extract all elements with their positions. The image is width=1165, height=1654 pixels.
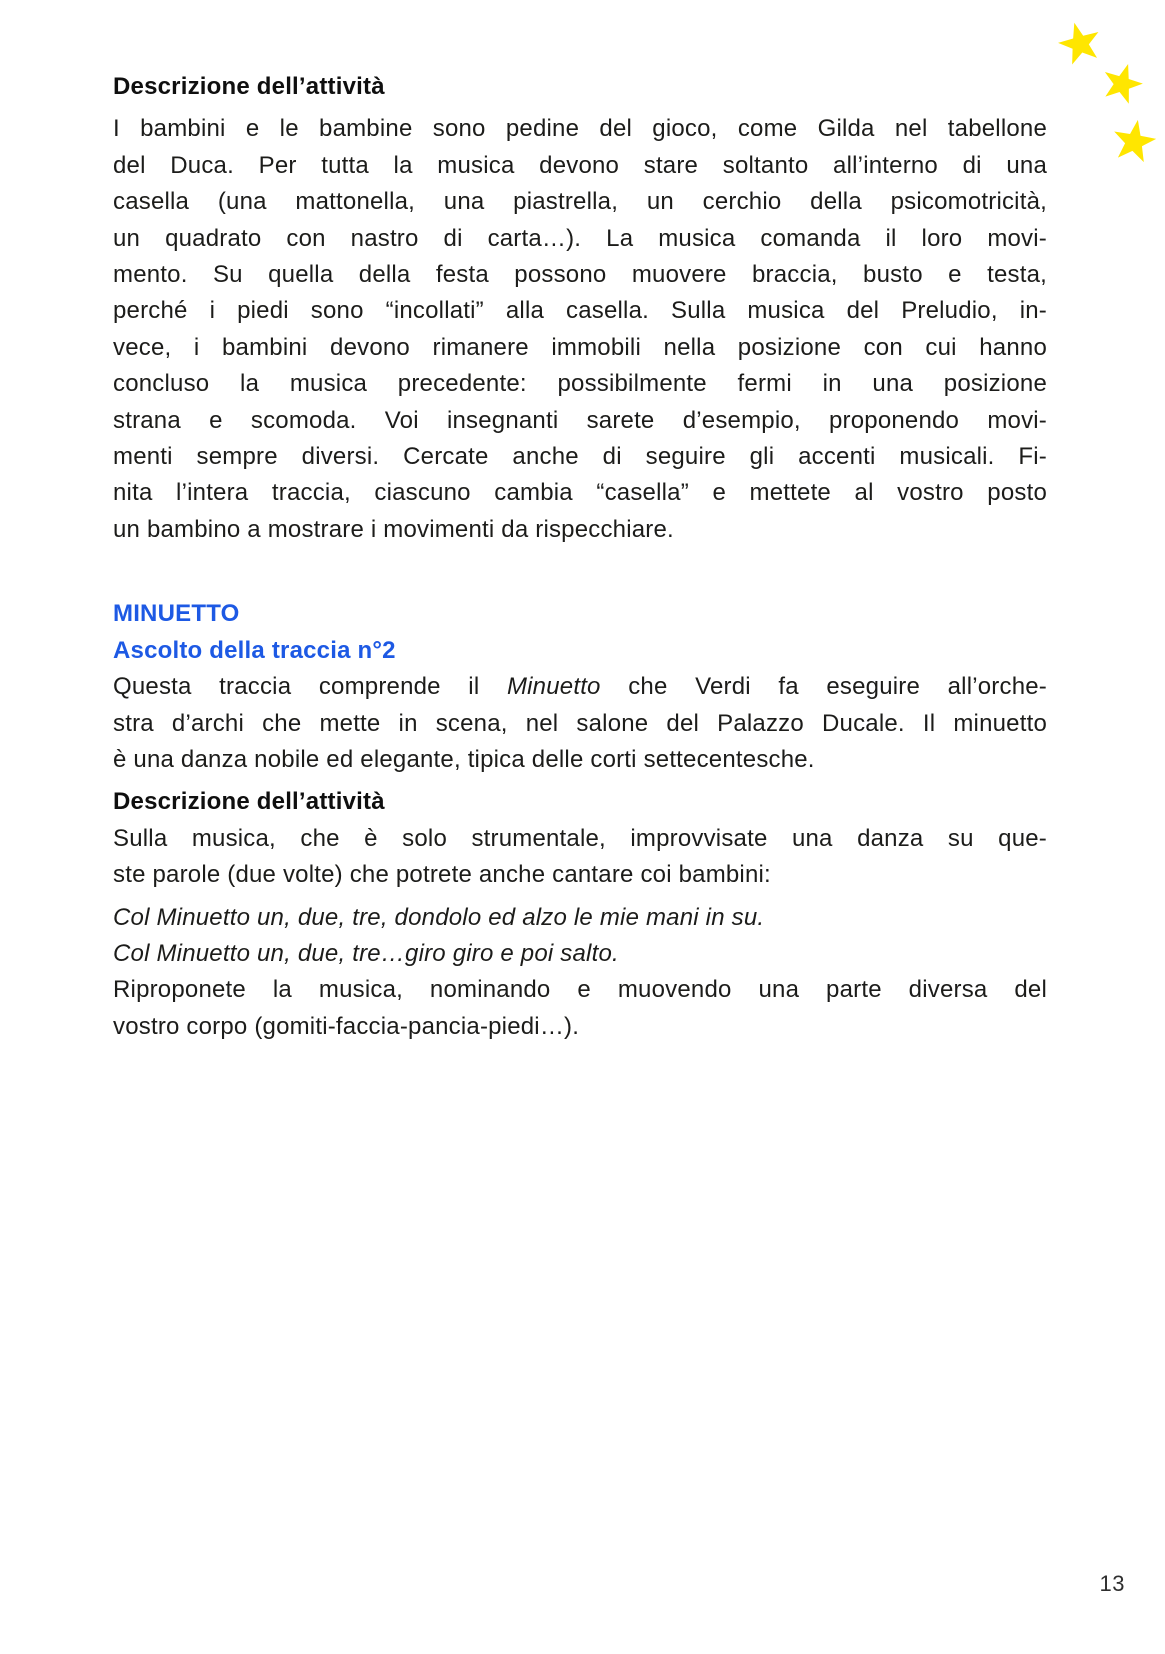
text-line: Riproponete la musica, nominando e muovendo una parte diversa del — [113, 976, 1047, 1004]
text-line: vostro corpo (gomiti-faccia-pancia-piedi…). — [113, 1012, 580, 1040]
text-line: vece, i bambini devono rimanere immobili nella posizione con cui hanno — [113, 333, 1047, 361]
text-line: perché i piedi sono “incollati” alla casella. Sulla musica del Preludio, in- — [113, 297, 1047, 325]
text-line: menti sempre diversi. Cercate anche di seguire gli accenti musicali. Fi- — [113, 443, 1047, 471]
text-line — [113, 669, 1047, 705]
minuetto-intro-paragraph — [113, 669, 1047, 778]
section2-activity-heading: Descrizione dell’attività — [113, 788, 385, 816]
star-icon — [1103, 111, 1164, 172]
song-lyric-line: Col Minuetto un, due, tre…giro giro e poi salto. — [113, 939, 619, 967]
section1-paragraph — [113, 111, 1047, 548]
activity-paragraph — [113, 821, 1047, 894]
text-line: mento. Su quella della festa possono muovere braccia, busto e testa, — [113, 261, 1047, 289]
text-line: I bambini e le bambine sono pedine del gioco, come Gilda nel tabellone — [113, 115, 1047, 143]
italic-term: Minuetto — [506, 673, 601, 701]
text-column — [113, 69, 1047, 1045]
text-segment: che Verdi fa eseguire all’orche- — [600, 673, 1047, 701]
text-line: ste parole (due volte) che potrete anche cantare coi bambini: — [113, 861, 771, 889]
text-line: nita l’intera traccia, ciascuno cambia “casella” e mettete al vostro posto — [113, 479, 1047, 507]
track-listening-subtitle: Ascolto della traccia n°2 — [113, 636, 396, 664]
closing-paragraph — [113, 972, 1047, 1045]
text-line: un quadrato con nastro di carta…). La musica comanda il loro movi- — [113, 224, 1047, 252]
text-line: è una danza nobile ed elegante, tipica delle corti settecentesche. — [113, 745, 815, 773]
text-line: un bambino a mostrare i movimenti da rispecchiare. — [113, 515, 674, 543]
text-line: casella (una mattonella, una piastrella, un cerchio della psicomotricità, — [113, 188, 1047, 216]
text-line: del Duca. Per tutta la musica devono stare soltanto all’interno di una — [113, 151, 1047, 179]
text-line: stra d’archi che mette in scena, nel salone del Palazzo Ducale. Il minuetto — [113, 709, 1047, 737]
section1-heading: Descrizione dell’attività — [113, 73, 385, 100]
page-number: 13 — [1099, 1571, 1125, 1596]
text-segment: Questa traccia comprende il — [113, 673, 507, 701]
song-lyric-line: Col Minuetto un, due, tre, dondolo ed alzo le mie mani in su. — [113, 903, 765, 931]
text-line: strana e scomoda. Voi insegnanti sarete d’esempio, proponendo movi- — [113, 406, 1047, 434]
text-line: Sulla musica, che è solo strumentale, improvvisate una danza su que- — [113, 824, 1047, 852]
minuetto-section-title: MINUETTO — [113, 600, 240, 628]
text-line: concluso la musica precedente: possibilmente fermi in una posizione — [113, 370, 1047, 398]
